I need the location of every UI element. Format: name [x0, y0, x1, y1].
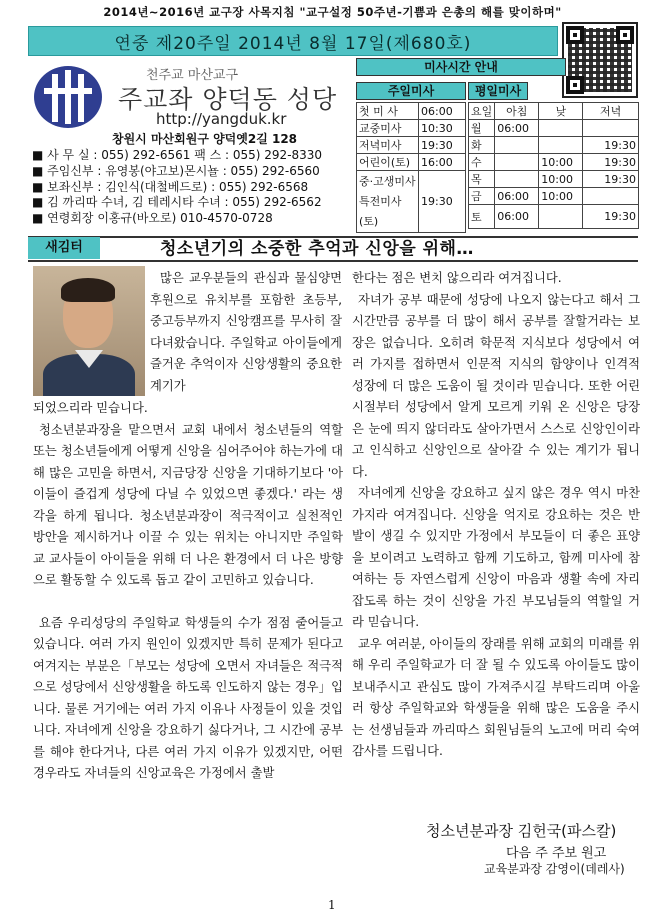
table-cell: 19:30 [419, 137, 466, 154]
next-issue-label: 다음 주 주보 원고 [506, 846, 607, 861]
contact-funeral: ■ 연령회장 이홍규(바오로) 010-4570-0728 [32, 211, 273, 226]
table-row [469, 137, 639, 154]
table-cell: 목 [469, 171, 495, 188]
article-paragraph: 자녀가 공부 때문에 성당에 나오지 않는다고 해서 그 시간만큼 공부를 더 많이 해서 공부를 잘할거라는 보장은 없습니다. 오히려 학문적 지식보다 성당에서 여러 가지를 접하면서 인문적 지식의 함양이나 인격적 성장에 더 많은 도움이 될 것이라 믿습니다. 또한 어린 시절부터 성당에서 알게 모르게 키워 온 신앙은 당장은 눈에 띄지 않더라도 살아가면서 스스로 신앙인이라고 인식하고 신앙인으로 살아갈 수 있는 계기가 됩니다. [352, 292, 640, 479]
issue-date-bar [28, 26, 558, 56]
table-header-cell: 아침 [495, 103, 539, 120]
table-header-cell: 요일 [469, 103, 495, 120]
table-cell: 19:30 [583, 205, 639, 229]
table-cell: 10:30 [419, 120, 466, 137]
table-header-cell: 저녁 [583, 103, 639, 120]
table-row [357, 120, 466, 137]
table-cell [495, 171, 539, 188]
qr-eye-icon [566, 76, 584, 94]
next-issue-author: 교육분과장 감영이(데레사) [484, 862, 625, 876]
parish-logo-icon [34, 66, 102, 128]
qr-eye-icon [566, 26, 584, 44]
table-cell: 월 [469, 120, 495, 137]
qr-eye-icon [616, 26, 634, 44]
table-cell: 저녁미사 [357, 137, 419, 154]
table-row [469, 120, 639, 137]
table-cell: 19:30 [583, 154, 639, 171]
table-cell: 06:00 [419, 103, 466, 120]
parish-header [28, 58, 358, 253]
table-cell: 19:30 [583, 137, 639, 154]
parish-name: 주교좌 양덕동 성당 [118, 85, 338, 114]
article-paragraph: 교우 여러분, 아이들의 장래를 위해 교회의 미래를 위해 우리 주일학교가 더 잘 될 수 있도록 아이들도 많이 보내주시고 관심도 많이 가져주시길 부탁드리며 아울러 항상 주일학교와 학생들을 위해 많은 도움을 주시는 선생님들과 까리따스 회원님들의 노고에 머리 숙여 감사를 드립니다. [352, 636, 640, 758]
table-cell: 19:30 [583, 171, 639, 188]
article-column-right [352, 268, 640, 763]
article-paragraph: 청소년분과장을 맡으면서 교회 내에서 청소년들의 역할 또는 청소년들에게 어떻게 신앙을 심어주어야 하는가에 대해 많은 고민을 하면서, 지금당장 신앙을 기대하기보다 '아이들이 즐겁게 성당에 다닐 수 있었으면 좋겠다.' 라는 생각을 하게 됩니다. 청소년분과장이 적극적이고 실천적인 방안을 제시하거나 이끌 수 있는 위치는 아니지만 주일학교 교사들이 아이들을 위해 더 나은 환경에서 더 나은 방향으로 활동할 수 있도록 돕고 같이 고민하고 있습니다. [33, 422, 343, 587]
table-row [469, 103, 639, 120]
issue-date: 연중 제20주일 2014년 8월 17일(제680호) [114, 33, 472, 54]
table-row [469, 171, 639, 188]
table-cell: 16:00 [419, 154, 466, 171]
article-paragraph: 요즘 우리성당의 주일학교 학생들의 수가 점점 줄어들고 있습니다. 여러 가지 원인이 있겠지만 특히 문제가 된다고 여겨지는 부분은「부모는 성당에 오면서 자녀들은 적극적으로 성당에서 신앙생활을 하도록 인도하지 않는 경우」입니다. 물론 거기에는 여러 가지 이유나 사정들이 있을 것입니다. 자녀에게 신앙을 강요하기 싫다거나, 그 시간에 공부를 해야 한다거나, 다른 여러 가지 이유가 있겠지만, 어떤 경우라도 자녀들의 신앙교육은 가정에서 출발 [33, 615, 343, 780]
pastoral-motto: 2014년~2016년 교구장 사목지침 "교구설정 50주년-기쁨과 은총의 해를 맞이하며" [103, 5, 562, 19]
table-cell [539, 205, 583, 229]
table-cell: 19:30 [419, 171, 466, 233]
table-row [357, 137, 466, 154]
qr-code[interactable] [562, 22, 638, 98]
article-signature: 청소년분과장 김헌국(파스칼) [426, 822, 617, 840]
table-cell [495, 137, 539, 154]
table-cell [583, 120, 639, 137]
contact-office: ■ 사 무 실 : 055) 292-6561 팩 스 : 055) 292-8330 [32, 148, 323, 162]
contact-pastor: ■ 주임신부 : 유영봉(야고보)몬시뇰 : 055) 292-6560 [32, 163, 320, 178]
article-paragraph: 많은 교우분들의 관심과 물심양면 후원으로 유치부를 포함한 초등부, 중고등부까지 신앙캠프를 무사히 잘 다녀왔습니다. 주일학교 아이들에게 즐거운 추억이자 신앙생활의 중요한 계기가 [150, 271, 342, 393]
table-cell: 06:00 [495, 120, 539, 137]
table-row [357, 103, 466, 120]
author-photo [33, 266, 145, 396]
table-cell [583, 188, 639, 205]
article-title: 청소년기의 소중한 추억과 신앙을 위해… [160, 239, 474, 259]
article-paragraph: 한다는 점은 변치 않으리라 여겨집니다. [352, 271, 562, 285]
section-tag: 새김터 [28, 237, 100, 259]
table-row [357, 171, 466, 233]
table-row [357, 154, 466, 171]
page-number: 1 [328, 898, 336, 912]
sunday-mass-header: 주일미사 [356, 82, 466, 100]
table-cell: 첫 미 사 [357, 103, 419, 120]
table-cell: 중·고생미사 특전미사(토) [357, 171, 419, 233]
contact-list [32, 148, 362, 227]
parish-address: 창원시 마산회원구 양덕옛2길 128 [112, 132, 298, 146]
table-cell [539, 120, 583, 137]
contact-sisters: ■ 김 까리따 수녀, 김 테레시타 수녀 : 055) 292-6562 [32, 195, 322, 210]
table-row [469, 205, 639, 229]
article-column-left [33, 398, 343, 785]
table-cell: 금 [469, 188, 495, 205]
table-cell: 10:00 [539, 188, 583, 205]
table-cell: 어린이(토) [357, 154, 419, 171]
table-cell: 토 [469, 205, 495, 229]
table-row [469, 188, 639, 205]
article-paragraph: 자녀에게 신앙을 강요하고 싶지 않은 경우 역시 마찬가지라 여겨집니다. 신앙을 억지로 강요하는 것은 반발이 생길 수 있지만 가정에서 부모들이 더 좋은 표양을 보이려고 노력하고 함께 기도하고, 함께 미사에 참여하는 등 자연스럽게 신앙이 마음과 생활 속에 자리 잡도록 하는 것이 신앙을 가진 부모님들의 역할일 거라 믿습니다. [352, 486, 640, 629]
parish-url-link[interactable]: http://yangduk.kr [156, 110, 287, 128]
table-cell [495, 154, 539, 171]
table-cell: 수 [469, 154, 495, 171]
table-cell [539, 137, 583, 154]
article-column-intro [150, 268, 342, 397]
table-cell: 10:00 [539, 154, 583, 171]
sunday-mass-table [356, 102, 466, 233]
table-header-cell: 낮 [539, 103, 583, 120]
table-cell: 화 [469, 137, 495, 154]
article-paragraph: 되었으리라 믿습니다. [33, 401, 148, 415]
weekday-mass-table [468, 102, 639, 229]
photo-hair [61, 278, 115, 302]
contact-assistant: ■ 보좌신부 : 김인식(대철베드로) : 055) 292-6568 [32, 179, 309, 194]
diocese-name: 천주교 마산교구 [146, 68, 239, 83]
mass-schedule-title: 미사시간 안내 [356, 58, 566, 76]
table-cell: 10:00 [539, 171, 583, 188]
table-row [469, 154, 639, 171]
table-cell: 06:00 [495, 188, 539, 205]
table-cell: 06:00 [495, 205, 539, 229]
weekday-mass-header: 평일미사 [468, 82, 528, 100]
table-cell: 교중미사 [357, 120, 419, 137]
